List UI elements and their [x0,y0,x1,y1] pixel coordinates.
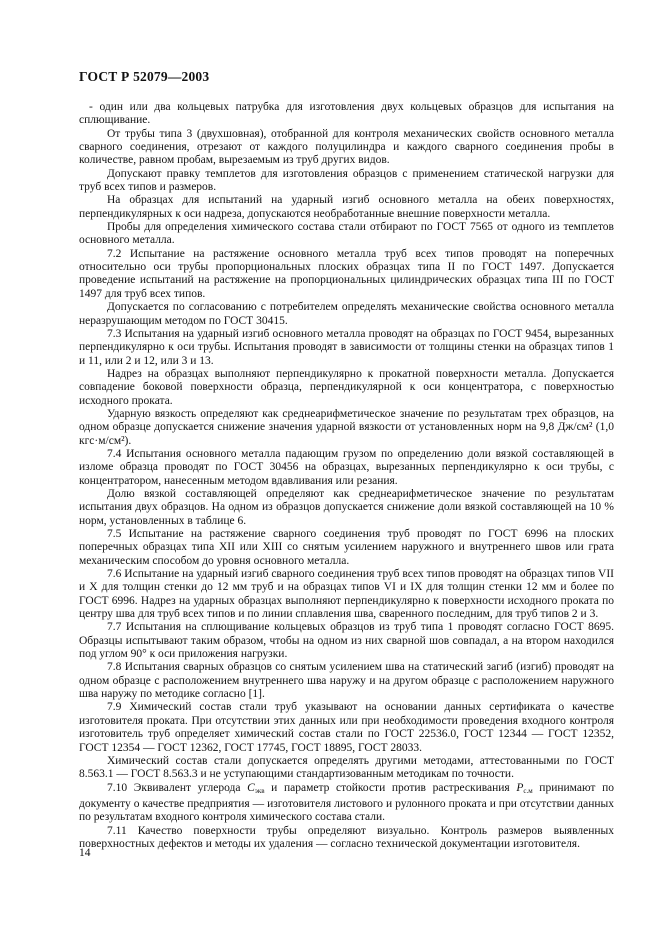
paragraph-notch: Надрез на образцах выполняют перпендикулярно к прокатной поверхности металла. Допускается совпадение боковой поверхности образца, перпендикулярной к оси концентратора, с поверхностью исходного проката. [79,367,614,407]
paragraph-7-3: 7.3 Испытания на ударный изгиб основного металла проводят на образцах по ГОСТ 9454, вырезанных перпендикулярно к оси трубы. Испытания проводят в зависимости от толщины стенки на образцах типов 1 и 11, или 2 и 12, или 3 и 13. [79,327,614,367]
paragraph-ring-nozzle: - один или два кольцевых патрубка для изготовления двух кольцевых образцов для испытания на сплющивание. [79,101,614,127]
paragraph-template-straightening: Допускают правку темплетов для изготовления образцов с применением статической нагрузки для труб всех типов и размеров. [79,167,614,194]
para-7-10-prefix: 7.10 Эквивалент углерода [107,781,248,794]
carbon-equivalent-subscript: экв [254,786,265,795]
paragraph-nondestructive: Допускается по согласованию с потребителем определять механические свойства основного металла неразрушающим методом по ГОСТ 30415. [79,301,614,327]
para-7-10-suffix: принимают по документу о качестве предприятия — изготовителя листового и рулонного проката и при отсутствии данных по результатам входного контроля химического состава стали. [79,781,614,824]
cracking-parameter-subscript: с.м [523,786,533,795]
document-body [79,101,614,851]
paragraph-7-5: 7.5 Испытание на растяжение сварного соединения труб проводят по ГОСТ 6996 на плоских поперечных образцах типа XII или XIII со снятым усилением наружного и внутреннего швов или грата механическим способом до уровня основного металла. [79,528,614,567]
paragraph-7-6: 7.6 Испытание на ударный изгиб сварного соединения труб всех типов проводят на образцах типов VII и X для толщин стенки до 12 мм труб и на образцах типов VI и IX для толщин стенки 12 мм и более по ГОСТ 6996. Надрез на ударных образцах выполняют перпендикулярно к поверхности исходного проката по центру шва для труб всех типов и по линии сплавления шва, сваренного последним, для труб типов 2 и 3. [79,568,614,621]
paragraph-impact-surfaces: На образцах для испытаний на ударный изгиб основного металла на обеих поверхностях, перпендикулярных к оси надреза, допускаются необработанные внешние поверхности металла. [79,194,614,220]
paragraph-chemical-methods: Химический состав стали допускается определять другими методами, аттестованными по ГОСТ 8.563.1 — ГОСТ 8.563.3 и не уступающими стандартизованным методикам по точности. [79,754,614,781]
paragraph-type3-pipe: От трубы типа 3 (двухшовная), отобранной для контроля механических свойств основного металла сварного соединения, отрезают от каждого полуцилиндра и каждого сварного соединения пробы в количестве, равном пробам, вырезаемым из труб других видов. [79,127,614,167]
paragraph-chemical-samples: Пробы для определения химического состава стали отбирают по ГОСТ 7565 от одного из темплетов основного металла. [79,221,614,247]
paragraph-7-2: 7.2 Испытание на растяжение основного металла труб всех типов проводят на поперечных относительно оси трубы пропорциональных плоских образцах типа II по ГОСТ 1497. Допускается проведение испытаний на растяжение на пропорциональных цилиндрических образцах типа III по ГОСТ 1497 для труб всех типов. [79,247,614,300]
page-number: 14 [79,847,91,859]
paragraph-7-8: 7.8 Испытания сварных образцов со снятым усилением шва на статический загиб (изгиб) проводят на одном образце с расположением внутреннего шва наружу и на другом образце с расположением наружного шва наружу по методике согласно [1]. [79,661,614,701]
paragraph-7-10 [79,782,614,825]
para-7-10-middle: и параметр стойкости против растрескивания [264,781,517,794]
document-header: ГОСТ Р 52079—2003 [79,69,210,84]
paragraph-7-11: 7.11 Качество поверхности трубы определяют визуально. Контроль размеров выявленных поверхностных дефектов и методы их удаления — согласно технической документации изготовителя. [79,824,614,850]
paragraph-7-9: 7.9 Химический состав стали труб указывают на основании данных сертификата о качестве изготовителя проката. При отсутствии этих данных или при необходимости проведения входного контроля изготовитель труб определяет химический состав стали по ГОСТ 22536.0, ГОСТ 12344 — ГОСТ 12352, ГОСТ 12354 — ГОСТ 12362, ГОСТ 17745, ГОСТ 18895, ГОСТ 28033. [79,701,614,754]
paragraph-ductile-share: Долю вязкой составляющей определяют как среднеарифметическое значение по результатам испытания двух образцов. На одном из образцов допускается снижение доли вязкой составляющей на 10 % норм, установленных в таблице 6. [79,487,614,527]
paragraph-7-4: 7.4 Испытания основного металла падающим грузом по определению доли вязкой составляющей в изломе образца проводят по ГОСТ 30456 на образцах, вырезанных перпендикулярно к оси трубы, с концентратором, нанесенным методом вдавливания или резания. [79,447,614,487]
carbon-equivalent-symbol: C [247,781,255,794]
paragraph-impact-strength: Ударную вязкость определяют как среднеарифметическое значение по результатам трех образцов, на одном образце допускается снижение значения ударной вязкости от установленных норм на 9,8 Дж/см² (1,0 кгс·м/см²). [79,407,614,447]
cracking-parameter-symbol: P [516,781,524,794]
paragraph-7-7: 7.7 Испытания на сплющивание кольцевых образцов из труб типа 1 проводят согласно ГОСТ 8695. Образцы испытывают таким образом, чтобы на одном из них сварной шов совпадал, а на втором находился под углом 90° к оси приложения нагрузки. [79,621,614,661]
